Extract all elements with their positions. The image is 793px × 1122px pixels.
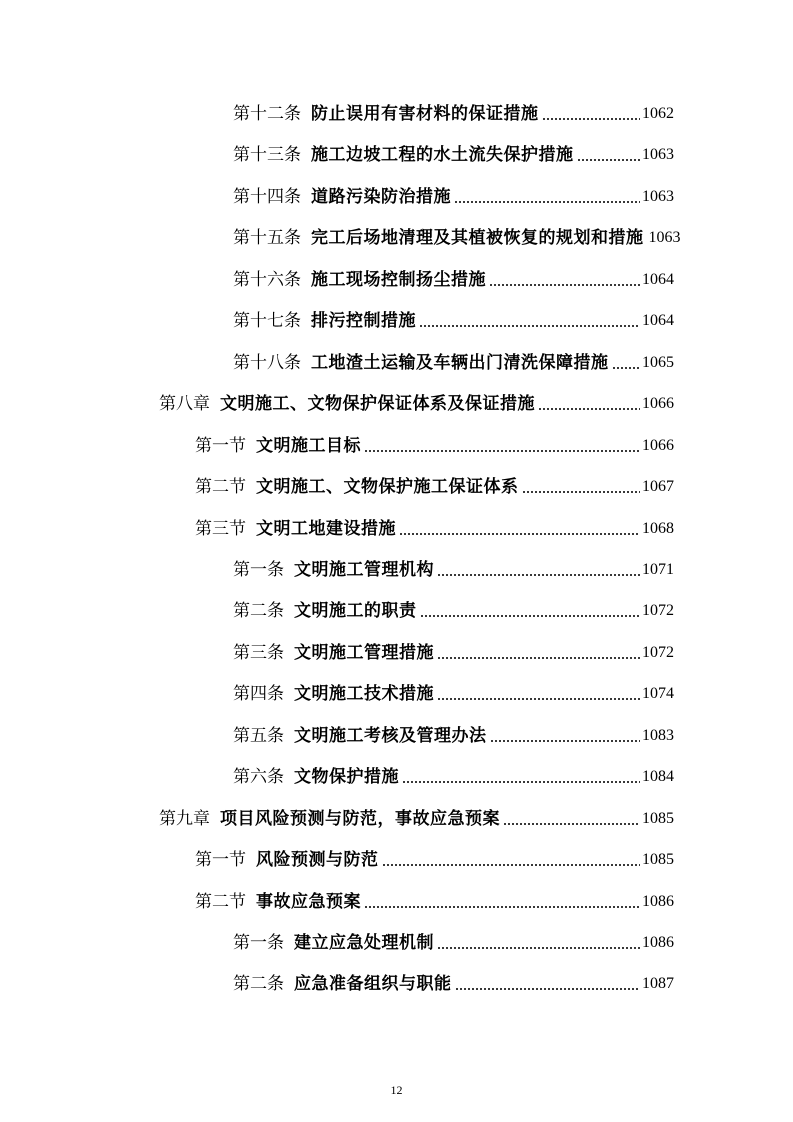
toc-entry-number: 第九章 xyxy=(159,808,210,829)
toc-dot-leader xyxy=(612,367,641,369)
toc-entry-page: 1065 xyxy=(642,353,674,371)
toc-entry-title: 防止误用有害材料的保证措施 xyxy=(311,104,539,124)
toc-article-entry xyxy=(233,178,674,208)
toc-section-entry xyxy=(195,883,674,913)
toc-entry-number: 第一条 xyxy=(233,559,284,580)
toc-entry-title: 文明施工、文物保护施工保证体系 xyxy=(256,477,519,498)
toc-article-entry xyxy=(233,965,674,995)
toc-dot-leader xyxy=(437,657,640,659)
toc-entry-number: 第五条 xyxy=(233,725,284,746)
toc-entry-page: 1072 xyxy=(642,602,674,620)
toc-entry-number: 第十二条 xyxy=(233,104,301,124)
toc-entry-title: 文明施工目标 xyxy=(256,435,361,456)
toc-entry-title: 风险预测与防范 xyxy=(256,850,379,871)
toc-entry-page: 1085 xyxy=(642,809,674,827)
toc-entry-page: 1063 xyxy=(642,187,674,205)
toc-entry-number: 第一条 xyxy=(233,933,284,953)
toc-article-entry xyxy=(233,592,674,622)
toc-entry-number: 第十六条 xyxy=(233,269,301,290)
toc-entry-title: 文物保护措施 xyxy=(294,767,399,788)
toc-entry-title: 文明施工考核及管理办法 xyxy=(294,725,487,746)
toc-entry-number: 第十八条 xyxy=(233,352,301,373)
toc-entry-title: 文明施工技术措施 xyxy=(294,684,434,705)
toc-entry-title: 事故应急预案 xyxy=(256,891,361,912)
toc-entry-title: 排污控制措施 xyxy=(311,311,416,332)
toc-entry-page: 1062 xyxy=(642,105,674,122)
toc-entry-number: 第二节 xyxy=(195,477,246,498)
toc-article-entry xyxy=(233,344,674,374)
toc-entry-number: 第十五条 xyxy=(233,228,301,249)
toc-entry-title: 完工后场地清理及其植被恢复的规划和措施 xyxy=(311,228,644,249)
toc-section-entry xyxy=(195,510,674,540)
toc-entry-number: 第四条 xyxy=(233,684,284,705)
toc-entry-page: 1067 xyxy=(642,478,674,496)
toc-entry-page: 1086 xyxy=(642,934,674,951)
toc-entry-title: 应急准备组织与职能 xyxy=(294,974,452,995)
toc-dot-leader xyxy=(419,325,640,327)
toc-entry-page: 1063 xyxy=(648,229,681,247)
toc-dot-leader xyxy=(420,615,641,617)
toc-entry-number: 第十三条 xyxy=(233,145,301,166)
toc-entry-title: 文明施工管理措施 xyxy=(294,642,434,663)
page-number: 12 xyxy=(390,1083,403,1097)
toc-entry-number: 第二条 xyxy=(233,974,284,995)
toc-article-entry xyxy=(233,136,674,166)
toc-entry-number: 第三条 xyxy=(233,642,284,663)
toc-entry-number: 第六条 xyxy=(233,767,284,788)
toc-entry-page: 1086 xyxy=(642,892,674,910)
toc-article-entry xyxy=(233,302,674,332)
toc-entry-number: 第二条 xyxy=(233,601,284,622)
toc-entry-title: 施工现场控制扬尘措施 xyxy=(311,269,486,290)
toc-entry-page: 1064 xyxy=(642,270,674,288)
toc-article-entry xyxy=(233,634,674,664)
toc-dot-leader xyxy=(538,408,640,410)
toc-article-entry xyxy=(233,551,674,581)
toc-entry-number: 第十四条 xyxy=(233,186,301,207)
toc-article-entry xyxy=(233,95,674,125)
toc-entry-title: 工地渣土运输及车辆出门清洗保障措施 xyxy=(311,352,609,373)
toc-entry-title: 项目风险预测与防范，事故应急预案 xyxy=(220,808,500,829)
toc-entry-page: 1085 xyxy=(642,851,674,869)
toc-article-entry xyxy=(233,758,674,788)
toc-entry-title: 施工边坡工程的水土流失保护措施 xyxy=(311,145,574,166)
toc-dot-leader xyxy=(402,781,640,783)
toc-entry-title: 道路污染防治措施 xyxy=(311,186,451,207)
toc-entry-title: 文明施工、文物保护保证体系及保证措施 xyxy=(220,394,535,415)
toc-dot-leader xyxy=(542,118,641,120)
toc-entry-title: 建立应急处理机制 xyxy=(294,933,434,953)
toc-chapter-entry xyxy=(159,385,674,415)
toc-entry-page: 1072 xyxy=(642,643,674,661)
toc-entry-page: 1068 xyxy=(642,519,674,537)
toc-dot-leader xyxy=(577,159,641,161)
toc-dot-leader xyxy=(364,450,640,452)
toc-entry-title: 文明工地建设措施 xyxy=(256,518,396,539)
toc-entry-title: 文明施工的职责 xyxy=(294,601,417,622)
toc-entry-number: 第十七条 xyxy=(233,311,301,332)
toc-entry-page: 1083 xyxy=(642,726,674,744)
toc-dot-leader xyxy=(455,988,641,990)
toc-dot-leader xyxy=(437,698,640,700)
toc-entry-number: 第二节 xyxy=(195,891,246,912)
toc-entry-number: 第八章 xyxy=(159,394,210,415)
toc-entry-page: 1066 xyxy=(642,436,674,454)
toc-entry-title: 文明施工管理机构 xyxy=(294,559,434,580)
toc-entry-page: 1084 xyxy=(642,768,674,786)
toc-chapter-entry xyxy=(159,800,674,830)
toc-dot-leader xyxy=(364,906,640,908)
toc-entry-page: 1074 xyxy=(642,685,674,703)
toc-article-entry xyxy=(233,261,674,291)
toc-entry-page: 1066 xyxy=(642,395,674,413)
toc-dot-leader xyxy=(490,740,641,742)
toc-dot-leader xyxy=(489,284,640,286)
toc-entry-page: 1064 xyxy=(642,312,674,330)
toc-article-entry xyxy=(233,675,674,705)
toc-dot-leader xyxy=(382,864,641,866)
toc-dot-leader xyxy=(437,574,640,576)
toc-article-entry xyxy=(233,924,674,954)
toc-entry-number: 第一节 xyxy=(195,850,246,871)
toc-dot-leader xyxy=(399,533,640,535)
toc-entry-page: 1071 xyxy=(642,560,674,578)
toc-section-entry xyxy=(195,427,674,457)
toc-entry-number: 第三节 xyxy=(195,518,246,539)
toc-dot-leader xyxy=(454,201,640,203)
toc-dot-leader xyxy=(437,947,640,949)
toc-entry-number: 第一节 xyxy=(195,435,246,456)
toc-section-entry xyxy=(195,468,674,498)
toc-section-entry xyxy=(195,841,674,871)
toc-article-entry xyxy=(233,219,681,249)
toc-entry-page: 1063 xyxy=(642,146,674,164)
toc-article-entry xyxy=(233,717,674,747)
toc-entry-page: 1087 xyxy=(642,975,674,993)
toc-dot-leader xyxy=(503,823,640,825)
toc-dot-leader xyxy=(522,491,641,493)
